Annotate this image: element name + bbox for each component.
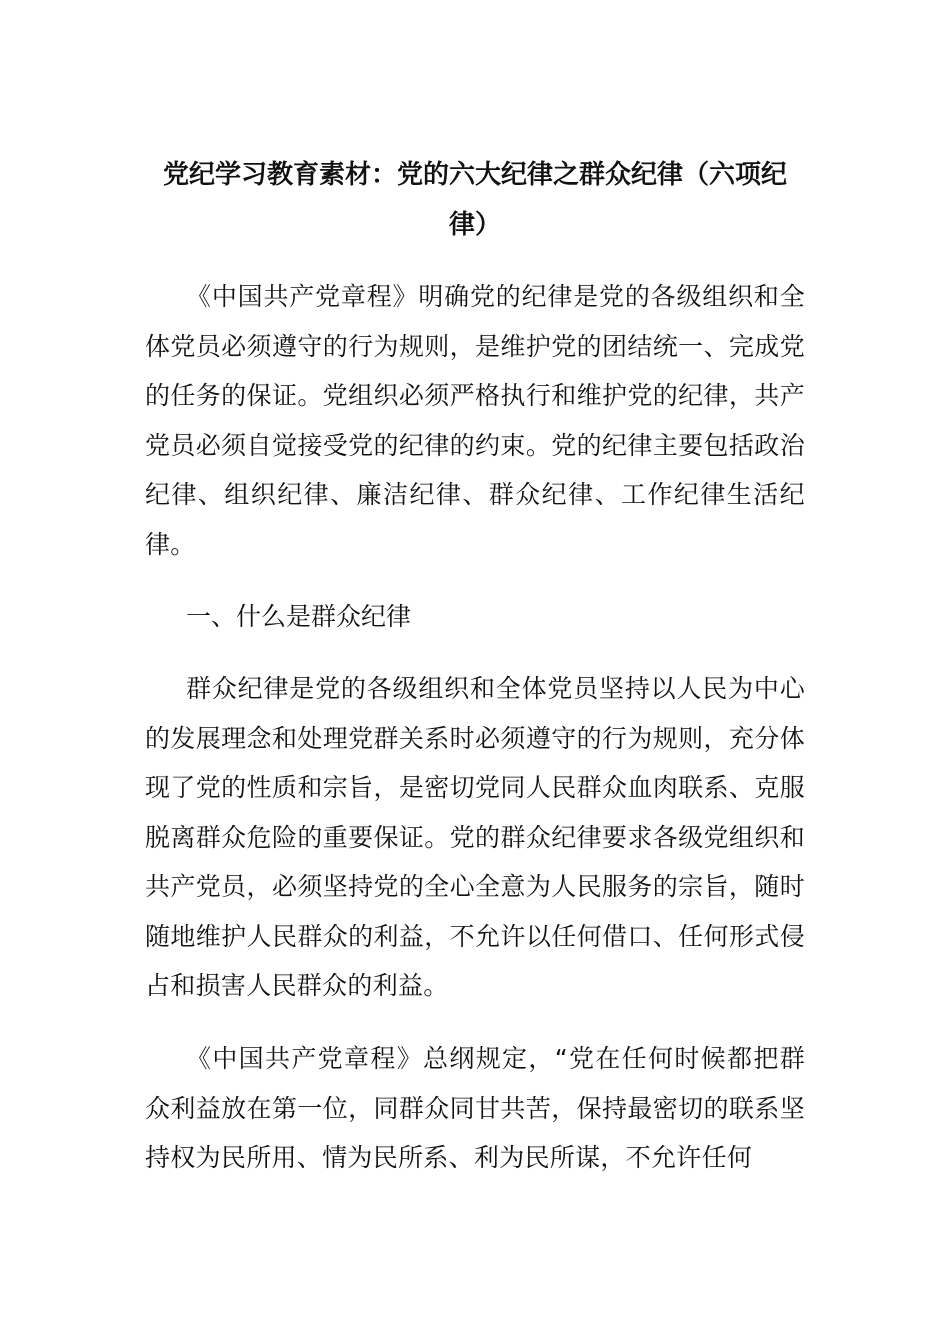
document-title: 党纪学习教育素材：党的六大纪律之群众纪律（六项纪律） — [162, 160, 787, 240]
intro-paragraph: 《中国共产党章程》明确党的纪律是党的各级组织和全体党员必须遵守的行为规则，是维护党的团结统一、完成党的任务的保证。党组织必须严格执行和维护党的纪律，共产党员必须自觉接受党的纪律的约束。党的纪律主要包括政治纪律、组织纪律、廉洁纪律、群众纪律、工作纪律生活纪律。 — [145, 282, 805, 559]
definition-paragraph: 群众纪律是党的各级组织和全体党员坚持以人民为中心的发展理念和处理党群关系时必须遵守的行为规则，充分体现了党的性质和宗旨，是密切党同人民群众血肉联系、克服脱离群众危险的重要保证。党的群众纪律要求各级党组织和共产党员，必须坚持党的全心全意为人民服务的宗旨，随时随地维护人民群众的利益，不允许以任何借口、任何形式侵占和损害人民群众的利益。 — [145, 674, 805, 1000]
section-heading: 一、什么是群众纪律 — [186, 602, 412, 631]
charter-quote-paragraph: 《中国共产党章程》总纲规定，“党在任何时候都把群众利益放在第一位，同群众同甘共苦，保持最密切的联系坚持权为民所用、情为民所系、利为民所谋，不允许任何 — [145, 1044, 805, 1172]
